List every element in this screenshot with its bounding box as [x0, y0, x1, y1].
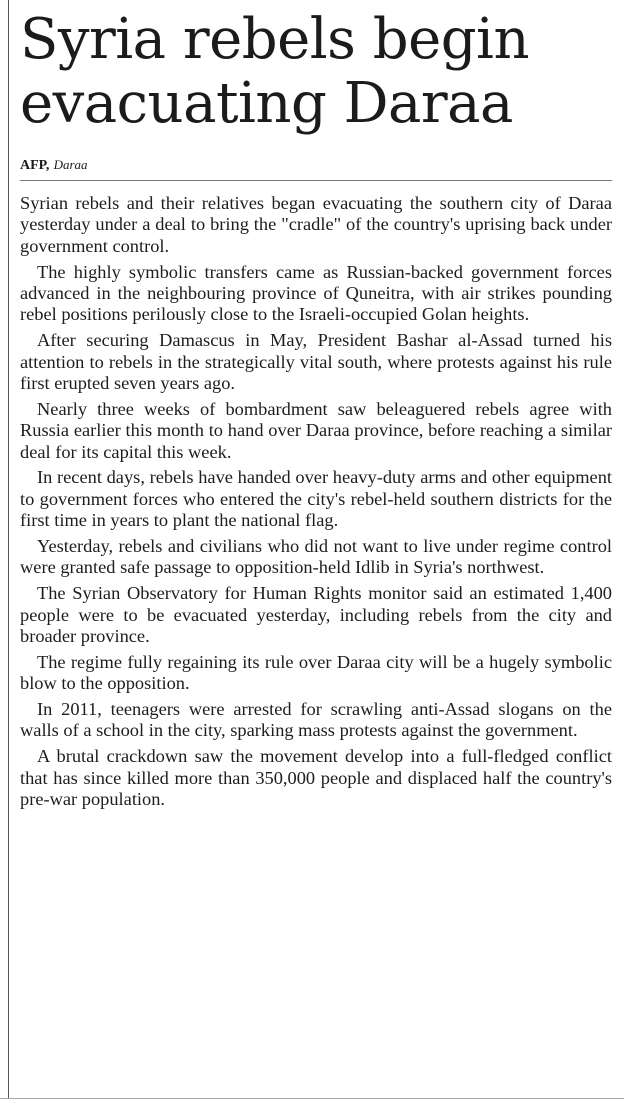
left-column-rule: [8, 0, 9, 1098]
paragraph: In recent days, rebels have handed over heavy-duty arms and other equipment to government forces who entered the city's rebel-held southern districts for the first time in years to plant the national flag.: [20, 467, 612, 531]
byline: [20, 157, 612, 174]
byline-dateline: Daraa: [53, 157, 88, 172]
paragraph: The highly symbolic transfers came as Russian-backed government forces advanced in the neighbouring province of Quneitra, with air strikes pounding rebel positions perilously close to the Israeli-occupied Golan heights.: [20, 261, 612, 325]
byline-divider: [20, 180, 612, 181]
news-article: [20, 8, 612, 815]
bottom-rule: [0, 1098, 624, 1099]
headline-line-2: evacuating Daraa: [20, 71, 513, 136]
article-body: [20, 193, 612, 810]
paragraph: Syrian rebels and their relatives began evacuating the southern city of Daraa yesterday under a deal to bring the "cradle" of the country's uprising back under government control.: [20, 193, 612, 256]
paragraph: In 2011, teenagers were arrested for scrawling anti-Assad slogans on the walls of a school in the city, sparking mass protests against the government.: [20, 699, 612, 741]
paragraph: The Syrian Observatory for Human Rights monitor said an estimated 1,400 people were to be evacuated yesterday, including rebels from the city and broader province.: [20, 583, 612, 647]
paragraph: Yesterday, rebels and civilians who did not want to live under regime control were granted safe passage to opposition-held Idlib in Syria's northwest.: [20, 536, 612, 578]
paragraph: After securing Damascus in May, President Bashar al-Assad turned his attention to rebels in the strategically vital south, where protests against his rule first erupted seven years ago.: [20, 330, 612, 394]
paragraph: A brutal crackdown saw the movement develop into a full-fledged conflict that has since killed more than 350,000 people and displaced half the country's pre-war population.: [20, 746, 612, 810]
paragraph: The regime fully regaining its rule over Daraa city will be a hugely symbolic blow to the opposition.: [20, 651, 612, 694]
byline-agency: AFP,: [20, 158, 50, 173]
headline: [20, 8, 612, 136]
paragraph: Nearly three weeks of bombardment saw beleaguered rebels agree with Russia earlier this month to hand over Daraa province, before reaching a similar deal for its capital this week.: [20, 398, 612, 462]
headline-line-1: Syria rebels begin: [20, 7, 530, 72]
